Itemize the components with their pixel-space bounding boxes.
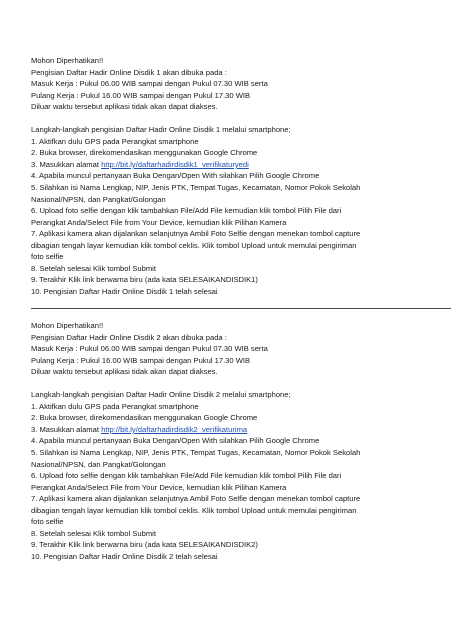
step-5-continued: Nasional/NPSN, dan Pangkat/Golongan bbox=[31, 459, 166, 469]
step-5: 5. Silahkan isi Nama Lengkap, NIP, Jenis PTK, Tempat Tugas, Kecamatan, Nomor Pokok Sekolah bbox=[31, 183, 361, 193]
step-6: 6. Upload foto selfie dengan klik tambahkan File/Add File kemudian klik tombol Pilih File dari bbox=[31, 471, 342, 481]
intro-line: Pulang Kerja : Pukul 16.00 WIB sampai dengan Pukul 17.30 WIB bbox=[31, 90, 251, 100]
intro-line: Masuk Kerja : Pukul 06.00 WIB sampai dengan Pukul 07.30 WIB serta bbox=[31, 344, 268, 354]
step-9: 9. Terakhir Klik link berwarna biru (ada kata SELESAIKANDISDIK1) bbox=[31, 275, 258, 285]
steps-title: Langkah-langkah pengisian Daftar Hadir Online Disdik 2 melalui smartphone; bbox=[31, 390, 291, 400]
intro-line: Diluar waktu tersebut aplikasi tidak akan dapat diakses. bbox=[31, 102, 218, 112]
step-6: 6. Upload foto selfie dengan klik tambahkan File/Add File kemudian klik tombol Pilih File dari bbox=[31, 206, 342, 216]
blank-line bbox=[31, 113, 451, 125]
step-10: 10. Pengisian Daftar Hadir Online Disdik 1 telah selesai bbox=[31, 286, 218, 296]
step-8: 8. Setelah selesai Klik tombol Submit bbox=[31, 263, 156, 273]
step-7: 7. Aplikasi kamera akan dijalankan selanjutnya Ambil Foto Selfie dengan menekan tombol capture bbox=[31, 494, 361, 504]
step-10: 10. Pengisian Daftar Hadir Online Disdik 2 telah selesai bbox=[31, 551, 218, 561]
intro-line: Pulang Kerja : Pukul 16.00 WIB sampai dengan Pukul 17.30 WIB bbox=[31, 355, 251, 365]
step-6-continued: Perangkat Anda/Select File from Your Device, kemudian klik Pilihan Kamera bbox=[31, 217, 287, 227]
intro-line: Pengisian Daftar Hadir Online Disdik 2 akan dibuka pada : bbox=[31, 332, 227, 342]
step-3 bbox=[31, 159, 451, 171]
step-2: 2. Buka browser, direkomendasikan menggunakan Google Chrome bbox=[31, 413, 258, 423]
attendance-link-disdik-2[interactable]: http://bit.ly/daftarhadirdisdik2_verifikaturima bbox=[101, 424, 248, 434]
step-4: 4. Apabila muncul pertanyaan Buka Dengan/Open With silahkan Pilih Google Chrome bbox=[31, 171, 320, 181]
step-5: 5. Silahkan isi Nama Lengkap, NIP, Jenis PTK, Tempat Tugas, Kecamatan, Nomor Pokok Sekolah bbox=[31, 448, 361, 458]
steps-title: Langkah-langkah pengisian Daftar Hadir Online Disdik 1 melalui smartphone; bbox=[31, 125, 291, 135]
step-7-continued: foto selfie bbox=[31, 252, 64, 262]
intro-line: Masuk Kerja : Pukul 06.00 WIB sampai dengan Pukul 07.30 WIB serta bbox=[31, 79, 268, 89]
step-3-prefix: 3. Masukkan alamat bbox=[31, 424, 102, 434]
step-7-continued: dibagian tengah layar kemudian klik tombol ceklis. Klik tombol Upload untuk memulai pengiriman bbox=[31, 240, 357, 250]
step-7-continued: dibagian tengah layar kemudian klik tombol ceklis. Klik tombol Upload untuk memulai pengiriman bbox=[31, 505, 357, 515]
step-8: 8. Setelah selesai Klik tombol Submit bbox=[31, 528, 156, 538]
section-heading: Mohon Diperhatikan!! bbox=[31, 56, 104, 65]
step-3-prefix: 3. Masukkan alamat bbox=[31, 159, 102, 169]
intro-line: Diluar waktu tersebut aplikasi tidak akan dapat diakses. bbox=[31, 367, 218, 377]
section-divider bbox=[31, 308, 451, 309]
step-2: 2. Buka browser, direkomendasikan menggunakan Google Chrome bbox=[31, 148, 258, 158]
step-1: 1. Aktifkan dulu GPS pada Perangkat smartphone bbox=[31, 401, 199, 411]
step-9: 9. Terakhir Klik link berwarna biru (ada kata SELESAIKANDISDIK2) bbox=[31, 540, 258, 550]
attendance-link-disdik-1[interactable]: http://bit.ly/daftarhadirdisdik1_verifikaturyedi bbox=[101, 159, 249, 169]
step-7: 7. Aplikasi kamera akan dijalankan selanjutnya Ambil Foto Selfie dengan menekan tombol capture bbox=[31, 229, 361, 239]
instructions-section-disdik-2 bbox=[31, 320, 451, 562]
step-5-continued: Nasional/NPSN, dan Pangkat/Golongan bbox=[31, 194, 166, 204]
step-4: 4. Apabila muncul pertanyaan Buka Dengan/Open With silahkan Pilih Google Chrome bbox=[31, 436, 320, 446]
step-6-continued: Perangkat Anda/Select File from Your Device, kemudian klik Pilihan Kamera bbox=[31, 482, 287, 492]
step-3 bbox=[31, 424, 451, 436]
section-heading: Mohon Diperhatikan!! bbox=[31, 321, 104, 330]
step-7-continued: foto selfie bbox=[31, 517, 64, 527]
step-1: 1. Aktifkan dulu GPS pada Perangkat smartphone bbox=[31, 136, 199, 146]
intro-line: Pengisian Daftar Hadir Online Disdik 1 akan dibuka pada : bbox=[31, 67, 227, 77]
blank-line bbox=[31, 378, 451, 390]
instructions-section-disdik-1 bbox=[31, 55, 451, 297]
